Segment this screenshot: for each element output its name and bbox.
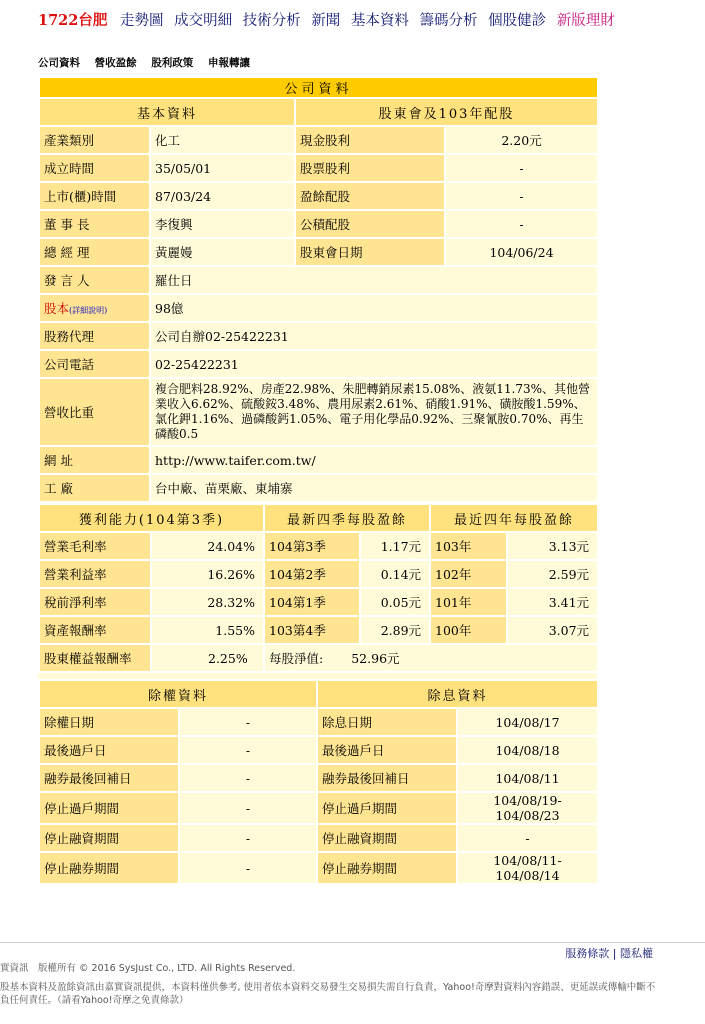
row-value: 0.14元 [360,560,430,588]
quarter-eps-header: 最新四季每股盈餘 [264,504,430,532]
nav-basic-info-link[interactable]: 基本資料 [350,13,409,29]
row-label: 營業利益率 [39,560,151,588]
row-label: 101年 [430,588,507,616]
row-label: 公積配股 [295,210,445,238]
row-value: 1.55% [151,616,264,644]
row-value: - [179,824,317,852]
profitability-table [38,503,599,673]
row-label: 停止融券期間 [39,852,179,884]
row-value: - [445,210,598,238]
footer-links: 服務條款 | 隱私權 [565,947,653,960]
capital-value: 98億 [150,294,598,322]
table-row [39,764,598,792]
row-label: 盈餘配股 [295,182,445,210]
row-label: 除息日期 [317,708,457,736]
table-row [39,210,598,238]
table-row [39,350,598,378]
row-value: 104/08/11 [457,764,598,792]
row-value: 35/05/01 [150,154,295,182]
ex-dividend-header: 除息資料 [317,680,598,708]
phone-value: 02-25422231 [150,350,598,378]
table-row [39,644,598,672]
row-label: 104第1季 [264,588,360,616]
row-label: 股票股利 [295,154,445,182]
row-label: 股東會日期 [295,238,445,266]
spokesman-value: 羅仕日 [150,266,598,294]
ex-rights-header: 除權資料 [39,680,317,708]
row-value: 1.17元 [360,532,430,560]
row-label: 產業類別 [39,126,150,154]
row-label: 停止融資期間 [39,824,179,852]
table-row [39,378,598,446]
row-value: - [179,792,317,824]
table-row [39,532,598,560]
factory-label: 工 廠 [39,474,150,502]
subnav-dividend[interactable]: 股利政策 [151,57,194,69]
row-label: 停止過戶期間 [317,792,457,824]
row-value: 3.07元 [507,616,598,644]
row-value: 104/06/24 [445,238,598,266]
table-row [39,322,598,350]
nav-value: 52.96元 [351,651,400,666]
roe-label: 股東權益報酬率 [39,644,151,672]
table-row [39,126,598,154]
row-label: 100年 [430,616,507,644]
row-label: 最後過戶日 [39,736,179,764]
nav-new-finance-link[interactable]: 新版理財 [556,13,615,29]
dividend-header: 股東會及103年配股 [295,98,598,126]
revenue-label: 營收比重 [39,378,150,446]
table-row [39,852,598,884]
row-label: 104第2季 [264,560,360,588]
row-label: 停止融資期間 [317,824,457,852]
capital-detail-link[interactable]: (詳細說明) [69,306,108,315]
company-basic-table [38,76,599,503]
nav-cell [264,644,598,672]
row-label: 103第4季 [264,616,360,644]
row-value: 2.59元 [507,560,598,588]
table-row [39,736,598,764]
revenue-value: 複合肥料28.92%、房產22.98%、朱肥轉銷尿素15.08%、液氨11.73%、其他營業收入6.62%、硫酸銨3.48%、農用尿素2.61%、硝酸1.91%、磺胺酸1.59%、氯化鉀1.16%、過磷酸鈣1.05%、電子用化學品0.92%、三聚氰胺0.70%、再生磷酸0.5 [150,378,598,446]
row-value: 2.89元 [360,616,430,644]
row-value: 104/08/18 [457,736,598,764]
ex-rights-table [38,679,599,885]
website-link[interactable]: http://www.taifer.com.tw/ [150,446,598,474]
company-info-title: 公司資料 [39,77,598,98]
annual-eps-header: 最近四年每股盈餘 [430,504,598,532]
subnav-revenue[interactable]: 營收盈餘 [94,57,137,69]
row-value: 3.41元 [507,588,598,616]
nav-health-link[interactable]: 個股健診 [488,13,547,29]
row-label: 104第3季 [264,532,360,560]
sub-navigation [38,55,261,70]
row-value: 28.32% [151,588,264,616]
spokesman-label: 發 言 人 [39,266,150,294]
row-label: 最後過戶日 [317,736,457,764]
row-value: - [179,736,317,764]
phone-label: 公司電話 [39,350,150,378]
subnav-transfer[interactable]: 申報轉讓 [207,57,250,69]
copyright-text: 實資訊 版權所有 © 2016 SysJust Co., LTD. All Rights Reserved. [0,963,296,974]
table-row [39,182,598,210]
roe-value: 2.25% [151,644,264,672]
top-navigation [38,9,621,30]
subnav-company-info[interactable]: 公司資料 [38,57,80,69]
disclaimer-text: 股基本資料及盈餘資訊由嘉實資訊提供，本資料僅供參考, 使用者依本資料交易發生交易損失需自行負責，Yahoo!奇摩對資料內容錯誤、更延誤或傳輸中斷不負任何責任。（請看Yahoo!奇摩之免責條款） [0,982,656,1006]
table-row [39,294,598,322]
profitability-header: 獲利能力(104第3季) [39,504,264,532]
row-label: 稅前淨利率 [39,588,151,616]
row-value: 3.13元 [507,532,598,560]
row-value: 化工 [150,126,295,154]
row-value: 16.26% [151,560,264,588]
row-value: 87/03/24 [150,182,295,210]
row-value: 黃麗嫚 [150,238,295,266]
row-label: 102年 [430,560,507,588]
capital-label-text: 股本 [44,301,70,316]
row-value: - [457,824,598,852]
row-value: - [179,708,317,736]
terms-link[interactable]: 服務條款 [565,947,610,960]
table-row [39,708,598,736]
row-label: 融券最後回補日 [317,764,457,792]
nav-technical-link[interactable]: 技術分析 [242,13,301,29]
row-value: 0.05元 [360,588,430,616]
row-value: - [179,764,317,792]
row-label: 現金股利 [295,126,445,154]
row-label: 103年 [430,532,507,560]
row-label: 上市(櫃)時間 [39,182,150,210]
stock-name-link[interactable]: 1722台肥 [38,12,108,29]
privacy-link[interactable]: 隱私權 [620,947,653,960]
table-row [39,154,598,182]
footer-divider [0,942,705,943]
row-value: 24.04% [151,532,264,560]
agent-label: 股務代理 [39,322,150,350]
row-value: 李復興 [150,210,295,238]
row-label: 融券最後回補日 [39,764,179,792]
nav-label: 每股淨值: [269,651,324,666]
row-label: 營業毛利率 [39,532,151,560]
factory-value: 台中廠、苗栗廠、東埔寨 [150,474,598,502]
row-value: 2.20元 [445,126,598,154]
nav-chart-link[interactable]: 走勢圖 [119,13,164,29]
company-info-panel [38,76,597,885]
nav-news-link[interactable]: 新聞 [311,13,341,29]
table-row [39,560,598,588]
row-label: 資產報酬率 [39,616,151,644]
agent-value: 公司自辦02-25422231 [150,322,598,350]
row-label: 總 經 理 [39,238,150,266]
capital-label [39,294,150,322]
table-row [39,474,598,502]
row-value: 104/08/19-104/08/23 [457,792,598,824]
nav-chips-link[interactable]: 籌碼分析 [419,13,478,29]
row-value: 104/08/11-104/08/14 [457,852,598,884]
row-label: 除權日期 [39,708,179,736]
table-row [39,824,598,852]
row-value: 104/08/17 [457,708,598,736]
table-row [39,266,598,294]
table-row [39,446,598,474]
table-row [39,238,598,266]
row-value: - [445,154,598,182]
row-value: - [179,852,317,884]
row-label: 停止過戶期間 [39,792,179,824]
row-label: 成立時間 [39,154,150,182]
website-label: 網 址 [39,446,150,474]
table-row [39,616,598,644]
table-row [39,792,598,824]
table-row [39,588,598,616]
row-label: 停止融券期間 [317,852,457,884]
row-value: - [445,182,598,210]
nav-trades-link[interactable]: 成交明細 [174,13,233,29]
row-label: 董 事 長 [39,210,150,238]
basic-info-header: 基本資料 [39,98,295,126]
